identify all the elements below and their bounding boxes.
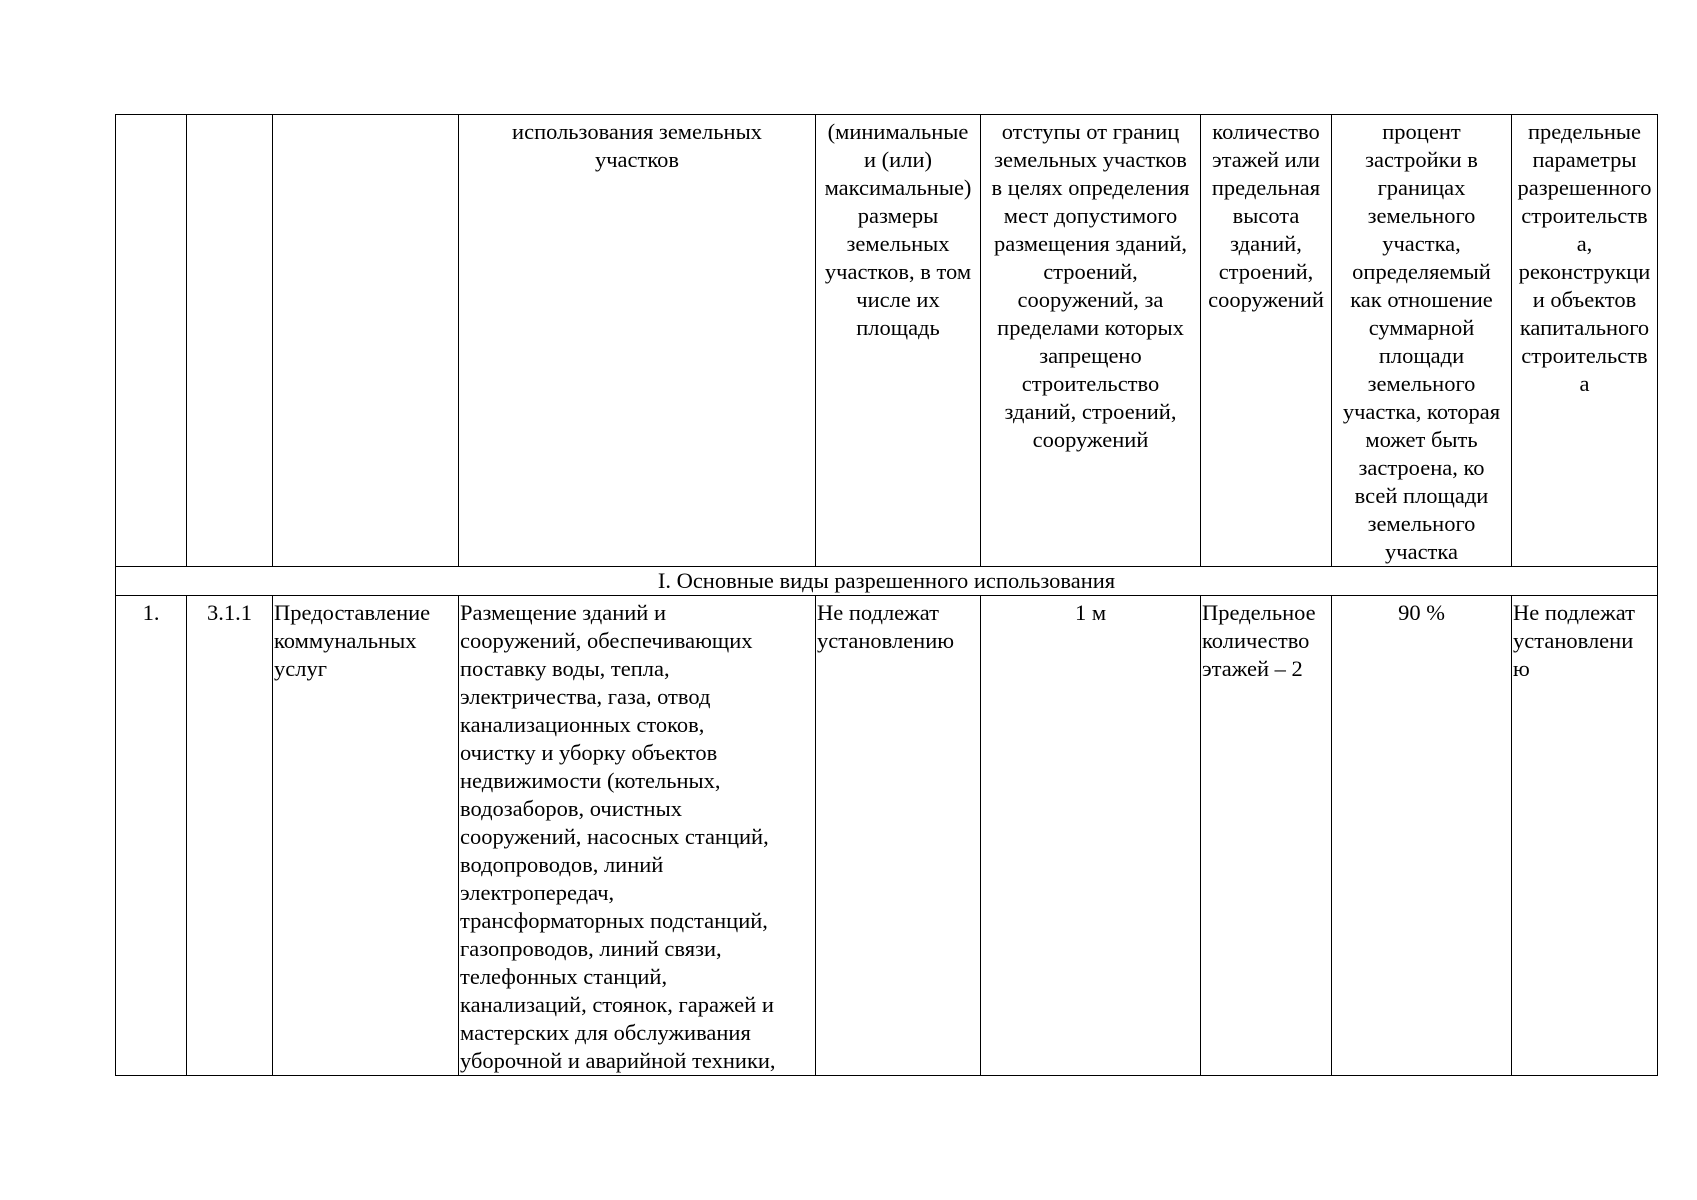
header-cell-limits: предельные параметры разрешенного строительств а, реконструкци и объектов капитального строительств а <box>1512 115 1658 567</box>
header-cell-number <box>116 115 187 567</box>
zoning-regulations-table <box>115 114 1658 1076</box>
row-code: 3.1.1 <box>187 596 273 1076</box>
header-cell-coverage: процент застройки в границах земельного участка, определяемый как отношение суммарной площади земельного участка, которая может быть застроена, ко всей площади земельного участка <box>1332 115 1512 567</box>
row-floors: Предельное количество этажей – 2 <box>1201 596 1332 1076</box>
row-setbacks: 1 м <box>981 596 1201 1076</box>
row-name: Предоставление коммунальных услуг <box>273 596 459 1076</box>
table-row <box>116 596 1658 1076</box>
table-header-row <box>116 115 1658 567</box>
row-coverage: 90 % <box>1332 596 1512 1076</box>
header-cell-code <box>187 115 273 567</box>
row-plot-sizes: Не подлежат установлению <box>816 596 981 1076</box>
header-cell-plot-sizes: (минимальные и (или) максимальные) размеры земельных участков, в том числе их площадь <box>816 115 981 567</box>
header-cell-name <box>273 115 459 567</box>
row-number: 1. <box>116 596 187 1076</box>
row-description: Размещение зданий и сооружений, обеспечивающих поставку воды, тепла, электричества, газа, отвод канализационных стоков, очистку и уборку объектов недвижимости (котельных, водозаборов, очистных сооружений, насосных станций, водопроводов, линий электропередач, трансформаторных подстанций, газопроводов, линий связи, телефонных станций, канализаций, стоянок, гаражей и мастерских для обслуживания уборочной и аварийной техники, <box>459 596 816 1076</box>
header-cell-floors: количество этажей или предельная высота зданий, строений, сооружений <box>1201 115 1332 567</box>
section-title: I. Основные виды разрешенного использования <box>116 567 1658 596</box>
section-heading-row <box>116 567 1658 596</box>
header-cell-description: использования земельных участков <box>459 115 816 567</box>
row-limits: Не подлежат установлени ю <box>1512 596 1658 1076</box>
header-cell-setbacks: отступы от границ земельных участков в целях определения мест допустимого размещения зданий, строений, сооружений, за пределами которых запрещено строительство зданий, строений, сооружений <box>981 115 1201 567</box>
